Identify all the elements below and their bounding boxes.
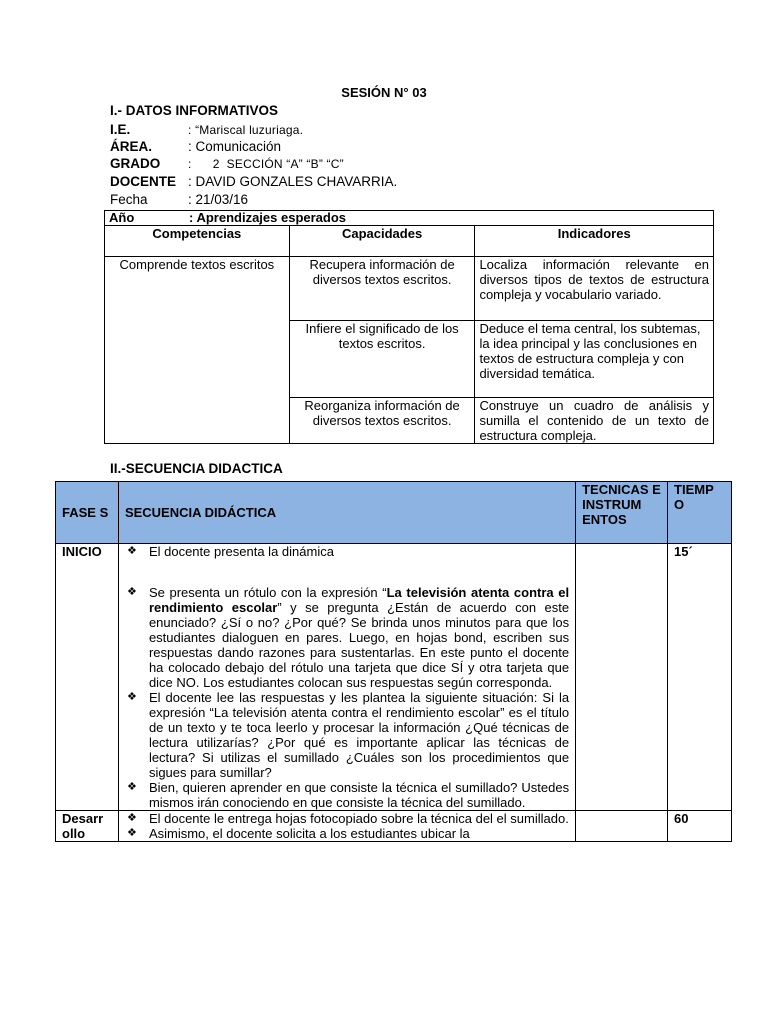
secuencia-cell — [118, 544, 575, 811]
ano-label: Año — [109, 210, 135, 225]
info-label: DOCENTE — [110, 174, 177, 189]
session-title: SESIÓN N° 03 — [341, 85, 427, 100]
competencia-cell: Comprende textos escritos — [105, 257, 290, 444]
item-text: Se presenta un rótulo con la expresión “ — [148, 585, 387, 600]
column-header-tecnicas: TECNICAS E INSTRUM ENTOS — [576, 482, 668, 544]
secuencia-header-row — [56, 482, 732, 544]
table-row-desarrollo — [56, 811, 732, 842]
list-item: ❖ El docente le entrega hojas fotocopiado sobre la técnica del el sumillado. — [149, 811, 569, 826]
secuencia-cell — [118, 811, 575, 842]
indicador-cell: Construye un cuadro de análisis y sumilla el contenido de un texto de estructura compleja. — [475, 398, 714, 444]
list-item: ❖ Bien, quieren aprender en que consiste la técnica el sumillado? Ustedes mismos irán conociendo en que consiste la técnica del sumillado. — [149, 780, 569, 810]
ano-cell — [105, 211, 714, 226]
indicador-cell: Deduce el tema central, los subtemas, la idea principal y las conclusiones en textos de estructura compleja y con diversidad temática. — [475, 321, 714, 398]
list-item — [149, 585, 569, 690]
aprendizajes-header-row — [105, 226, 714, 257]
capacidad-cell: Infiere el significado de los textos escritos. — [289, 321, 475, 398]
table-row — [105, 257, 714, 321]
info-value: : Comunicación — [188, 139, 282, 154]
ano-row — [105, 211, 714, 226]
activity-list — [149, 544, 569, 810]
list-item: ❖ Asimismo, el docente solicita a los estudiantes ubicar la — [149, 826, 569, 841]
column-header: Capacidades — [289, 226, 475, 257]
info-label: GRADO — [110, 156, 161, 171]
list-item: ❖ El docente presenta la dinámica — [149, 544, 569, 559]
column-header-tiempo: TIEMP O — [668, 482, 732, 544]
item-text: ” y se pregunta ¿Están de acuerdo con este enunciado? ¿Sí o no? ¿Por qué? Se brinda unos minutos para que los estudiantes dialoguen en pares. Luego, en hojas bond, escriben sus respuestas dando razones para sustentarlas. En este punto el docente ha colocado debajo del rótulo una tarjeta que dice SÍ y otra tarjeta que dice NO. Los estudiantes colocan sus respuestas según corresponda. — [148, 600, 570, 690]
column-header: Competencias — [105, 226, 290, 257]
info-row-grado — [110, 155, 344, 172]
tecnicas-cell — [576, 544, 668, 811]
info-row-area — [110, 138, 281, 155]
info-label: I.E. — [110, 122, 131, 137]
item-emphasis: La televisión atenta contra el rendimiento escolar — [148, 585, 570, 615]
info-row-ie — [110, 121, 303, 138]
tecnicas-cell — [576, 811, 668, 842]
info-value: : 21/03/16 — [188, 192, 249, 207]
table-row-inicio — [56, 544, 732, 811]
datos-heading: I.- DATOS INFORMATIVOS — [110, 103, 278, 118]
activity-list — [149, 811, 569, 841]
info-value: : “Mariscal luzuriaga. — [188, 123, 304, 137]
fase-cell: INICIO — [56, 544, 119, 811]
secuencia-table — [55, 481, 732, 842]
indicador-cell: Localiza información relevante en diversos tipos de textos de estructura compleja y vocabulario variado. — [475, 257, 714, 321]
tiempo-cell: 15´ — [668, 544, 732, 811]
column-header-secuencia: SECUENCIA DIDÁCTICA — [118, 482, 575, 544]
fase-cell: Desarr ollo — [56, 811, 119, 842]
info-row-docente — [110, 173, 397, 190]
aprendizajes-table — [104, 210, 714, 444]
column-header: Indicadores — [475, 226, 714, 257]
ano-value: : Aprendizajes esperados — [189, 210, 347, 225]
list-item: ❖ El docente lee las respuestas y les plantea la siguiente situación: Si la expresión “La televisión atenta contra el rendimiento escolar” es el título de un texto y te toca leerlo y procesar la información ¿Qué técnicas de lectura utilizarías? ¿Por qué es importante aplicar las técnicas de lectura? Si utilizas el sumillado ¿Cuáles son los procedimientos que sigues para sumillar? — [149, 690, 569, 780]
info-row-fecha — [110, 191, 248, 208]
secuencia-heading: II.-SECUENCIA DIDACTICA — [110, 461, 283, 476]
info-value: : DAVID GONZALES CHAVARRIA. — [188, 174, 398, 189]
capacidad-cell: Reorganiza información de diversos textos escritos. — [289, 398, 475, 444]
capacidad-cell: Recupera información de diversos textos escritos. — [289, 257, 475, 321]
info-label: ÁREA. — [110, 139, 153, 154]
info-label: Fecha — [110, 192, 148, 207]
tiempo-cell: 60 — [668, 811, 732, 842]
info-value: : 2 SECCIÓN “A” “B” “C” — [188, 157, 344, 171]
column-header-fases: FASE S — [56, 482, 119, 544]
